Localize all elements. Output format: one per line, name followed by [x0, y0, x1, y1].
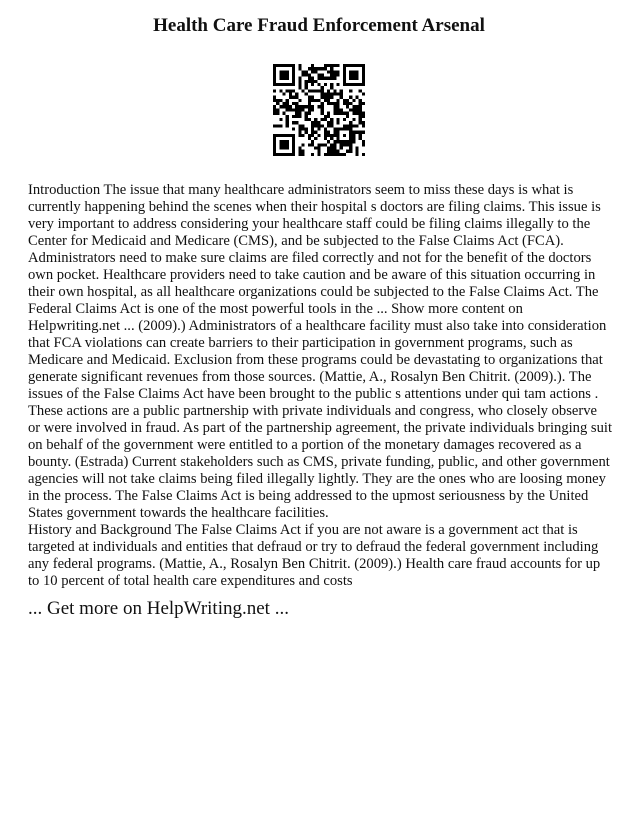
get-more-link[interactable]: ... Get more on HelpWriting.net ... [28, 598, 289, 619]
paragraph-introduction: Introduction The issue that many healthcare administrators seem to miss these days is what is currently happening behind the scenes when their hospital s doctors are filing claims. This issue is very important to address considering your healthcare staff could be filing claims illegally to the Center for Medicaid and Medicare (CMS), and be subjected to the False Claims Act (FCA). Administrators need to make sure claims are filed correctly and not for the benefit of the doctors own pocket. Healthcare providers need to take caution and be aware of this situation occurring in their own hospital, as all healthcare organizations could be subjected to the False Claims Act. The Federal Claims Act is one of the most powerful tools in the ... Show more content on Helpwriting.net ... (2009).) Administrators of a healthcare facility must also take into consideration that FCA violations can create barriers to their participation in government programs, such as Medicare and Medicaid. Exclusion from these programs could be devastating to organizations that generate significant revenues from those sources. (Mattie, A., Rosalyn Ben Chitrit. (2009).). The issues of the False Claims Act have been brought to the public s attentions under qui tam actions . These actions are a public partnership with private individuals and congress, who closely observe or were involved in fraud. As part of the partnership agreement, the private individuals bringing suit on behalf of the government were entitled to a portion of the monetary damages recovered as a bounty. (Estrada) Current stakeholders such as CMS, private funding, public, and other government agencies will not take claims being filed illegally lightly. They are the ones who are loosing money in the process. The False Claims Act is being addressed to the upmost seriousness by the United States government towards the healthcare facilities. [28, 182, 612, 521]
document-title: Health Care Fraud Enforcement Arsenal [153, 15, 485, 36]
qr-code-image [273, 64, 365, 156]
document-body [28, 182, 612, 590]
paragraph-history: History and Background The False Claims Act if you are not aware is a government act that is targeted at individuals and entities that defraud or try to defraud the federal government including any federal programs. (Mattie, A., Rosalyn Ben Chitrit. (2009).) Health care fraud accounts for up to 10 percent of total health care expenditures and costs [28, 522, 601, 589]
